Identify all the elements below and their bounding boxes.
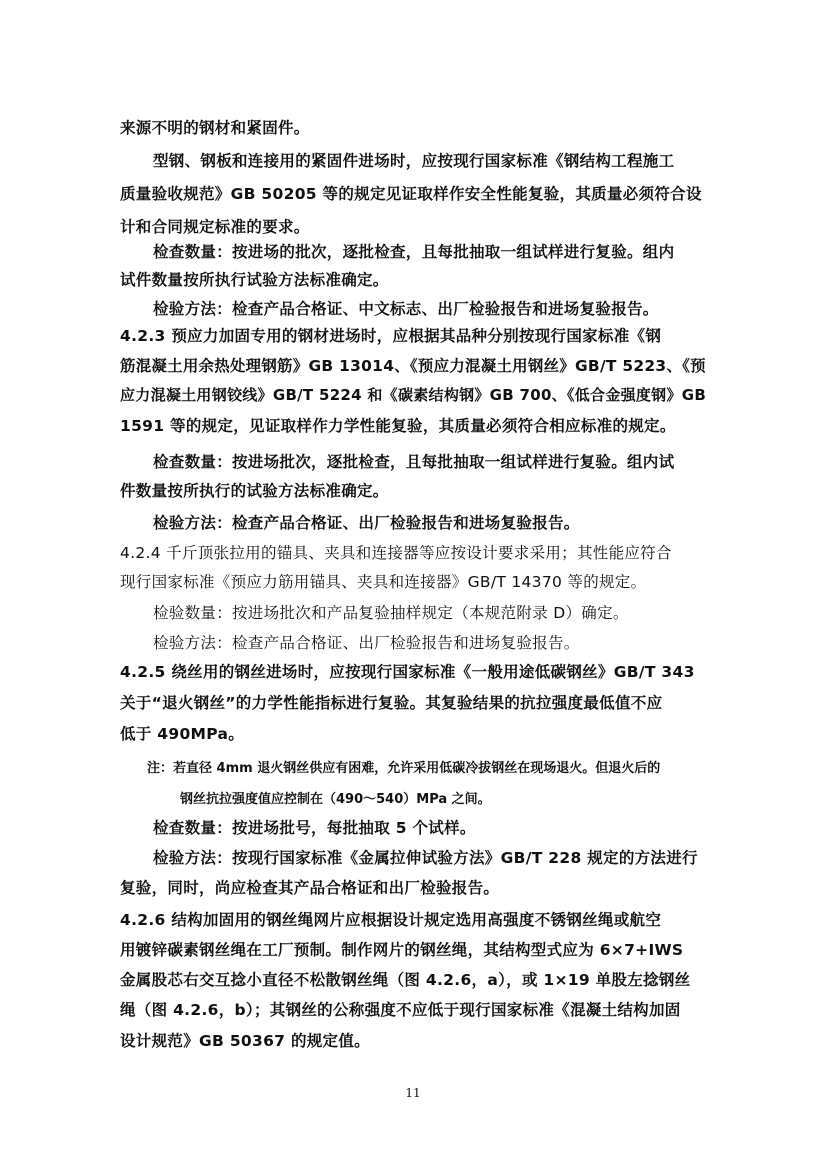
paragraph-line: 计和合同规定标准的要求。 — [120, 218, 310, 236]
paragraph-line: 型钢、钢板和连接用的紧固件进场时，应按现行国家标准《钢结构工程施工 — [153, 152, 675, 170]
paragraph-line: 来源不明的钢材和紧固件。 — [120, 119, 310, 137]
section-heading-line: 4.2.5 绕丝用的钢丝进场时，应按现行国家标准《一般用途低碳钢丝》GB/T 343 — [120, 663, 695, 681]
section-heading-line: 4.2.3 预应力加固专用的钢材进场时，应根据其品种分别按现行国家标准《钢 — [120, 327, 662, 345]
paragraph-line: 试件数量按所执行试验方法标准确定。 — [120, 271, 389, 289]
paragraph-line: 检验方法：检查产品合格证、出厂检验报告和进场复验报告。 — [153, 514, 580, 532]
paragraph-line: 检查数量：按进场批次，逐批检查，且每批抽取一组试样进行复验。组内试 — [153, 453, 675, 471]
paragraph-line: 检查数量：按进场批号，每批抽取 5 个试样。 — [153, 819, 476, 837]
paragraph-line: 检验方法：检查产品合格证、出厂检验报告和进场复验报告。 — [153, 634, 580, 652]
paragraph-line: 件数量按所执行的试验方法标准确定。 — [120, 482, 389, 500]
paragraph-line: 设计规范》GB 50367 的规定值。 — [120, 1032, 370, 1050]
paragraph-line: 应力混凝土用钢铰线》GB/T 5224 和《碳素结构钢》GB 700、《低合金强度钢》GB — [120, 386, 707, 404]
note-line: 钢丝抗拉强度值应控制在（490～540）MPa 之间。 — [180, 792, 491, 807]
section-heading-line: 4.2.4 千斤顶张拉用的锚具、夹具和连接器等应按设计要求采用；其性能应符合 — [120, 544, 672, 562]
paragraph-line: 复验，同时，尚应检查其产品合格证和出厂检验报告。 — [120, 879, 500, 897]
paragraph-line: 检查数量：按进场的批次，逐批检查，且每批抽取一组试样进行复验。组内 — [153, 243, 675, 261]
paragraph-line: 质量验收规范》GB 50205 等的规定见证取样作安全性能复验，其质量必须符合设 — [120, 185, 702, 203]
paragraph-line: 关于“退火钢丝”的力学性能指标进行复验。其复验结果的抗拉强度最低值不应 — [120, 694, 663, 712]
paragraph-line: 1591 等的规定，见证取样作力学性能复验，其质量必须符合相应标准的规定。 — [120, 417, 676, 435]
paragraph-line: 检验方法：按现行国家标准《金属拉伸试验方法》GB/T 228 规定的方法进行 — [153, 849, 698, 867]
paragraph-line: 现行国家标准《预应力筋用锚具、夹具和连接器》GB/T 14370 等的规定。 — [120, 573, 647, 591]
paragraph-line: 检验数量：按进场批次和产品复验抽样规定（本规范附录 D）确定。 — [153, 604, 629, 622]
paragraph-line: 检验方法：检查产品合格证、中文标志、出厂检验报告和进场复验报告。 — [153, 300, 659, 318]
page-number: 11 — [405, 1086, 421, 1100]
section-heading-line: 4.2.6 结构加固用的钢丝绳网片应根据设计规定选用高强度不锈钢丝绳或航空 — [120, 911, 662, 929]
paragraph-line: 筋混凝土用余热处理钢筋》GB 13014、《预应力混凝土用钢丝》GB/T 5223、《预 — [120, 357, 706, 375]
paragraph-line: 绳（图 4.2.6，b）；其钢丝的公称强度不应低于现行国家标准《混凝土结构加固 — [120, 1001, 681, 1019]
paragraph-line: 低于 490MPa。 — [120, 725, 245, 743]
paragraph-line: 金属股芯右交互捻小直径不松散钢丝绳（图 4.2.6，a），或 1×19 单股左捻钢丝 — [120, 971, 691, 989]
note-line: 注：若直径 4mm 退火钢丝供应有困难，允许采用低碳冷拔钢丝在现场退火。但退火后的 — [147, 761, 661, 776]
paragraph-line: 用镀锌碳素钢丝绳在工厂预制。制作网片的钢丝绳，其结构型式应为 6×7+IWS — [120, 941, 684, 959]
